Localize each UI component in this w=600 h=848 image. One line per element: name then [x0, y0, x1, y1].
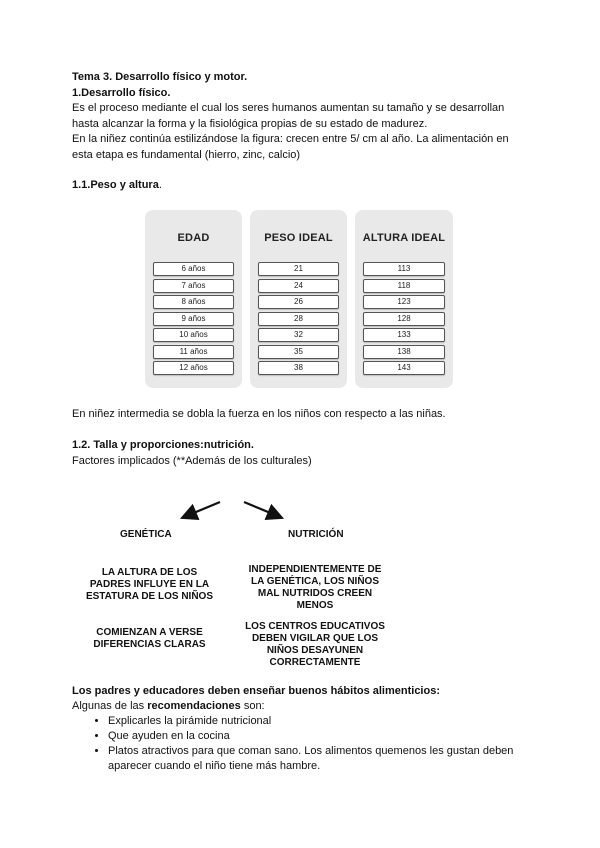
genetics-title: GENÉTICA — [120, 529, 172, 540]
nutrition-box-1-line: INDEPENDIENTEMENTE DE — [248, 564, 382, 575]
weight-cell: 24 — [258, 279, 339, 293]
age-cell: 10 años — [153, 328, 234, 342]
age-cell: 9 años — [153, 312, 234, 326]
genetics-box-1-line: LA ALTURA DE LOS — [101, 567, 198, 578]
genetics-box-1-line: ESTATURA DE LOS NIÑOS — [85, 591, 214, 602]
genetics-box-1-line: PADRES INFLUYE EN LA — [89, 579, 210, 590]
nutrition-box-1-line: MAL NUTRIDOS CREEN — [257, 588, 373, 599]
weight-cell: 32 — [258, 328, 339, 342]
strength-note: En niñez intermedia se dobla la fuerza en los niños con respecto a las niñas. — [72, 408, 446, 420]
weight-cell: 26 — [258, 295, 339, 309]
section11-heading — [72, 178, 532, 194]
habits-intro-bold: recomendaciones — [147, 700, 241, 712]
age-cell: 11 años — [153, 345, 234, 359]
nutrition-box-2 — [240, 621, 390, 669]
habits-intro-suffix: son: — [240, 700, 265, 712]
height-cell: 118 — [363, 279, 445, 293]
height-cell: 138 — [363, 345, 445, 359]
age-header: EDAD — [177, 232, 210, 244]
height-cell: 143 — [363, 361, 445, 375]
height-cell: 113 — [363, 262, 445, 276]
genetics-box-2 — [72, 627, 227, 651]
weight-cell: 28 — [258, 312, 339, 326]
arrow-right — [244, 502, 280, 517]
nutrition-title: NUTRICIÓN — [288, 529, 344, 540]
height-column — [355, 210, 453, 388]
topic-heading: Tema 3. Desarrollo físico y motor. — [72, 71, 248, 83]
habits-intro — [72, 699, 532, 714]
genetics-box-1 — [72, 567, 227, 603]
age-cell: 7 años — [153, 279, 234, 293]
childhood-paragraph: En la niñez continúa estilizándose la figura: crecen entre 5/ cm al año. La alimentación en esta etapa es fundamental (hierro, zinc, calcio) — [72, 133, 509, 161]
section12 — [72, 438, 532, 469]
section11-title: 1.1.Peso y altura — [72, 179, 159, 191]
section11-title-suffix: . — [158, 179, 162, 191]
nutrition-box-1-line: LA GENÉTICA, LOS NIÑOS — [251, 576, 379, 587]
nutrition-box-2-line: LOS CENTROS EDUCATIVOS — [245, 621, 385, 632]
weight-column — [250, 210, 347, 388]
weight-header: PESO IDEAL — [264, 232, 333, 244]
section1-heading: 1.Desarrollo físico. — [72, 86, 171, 99]
height-cell: 123 — [363, 295, 445, 309]
height-cell: 133 — [363, 328, 445, 342]
weight-cell: 38 — [258, 361, 339, 375]
intro-paragraph: Es el proceso mediante el cual los seres humanos aumentan su tamaño y se desarrollan hasta alcanzar la forma y la fisiológica propias de su estado de madurez. — [72, 102, 505, 130]
genetics-box-2-line: DIFERENCIAS CLARAS — [93, 639, 206, 650]
nutrition-diagram — [72, 495, 472, 680]
growth-table-image — [145, 210, 453, 388]
list-item: • Platos atractivos para que coman sano. Los alimentos quemenos les gustan deben aparecer cuando el niño tiene más hambre. — [108, 744, 532, 774]
age-cell: 6 años — [153, 262, 234, 276]
nutrition-box-2-line: NIÑOS DESAYUNEN — [266, 645, 364, 656]
section12-heading: 1.2. Talla y proporciones:nutrición. — [72, 439, 254, 451]
list-item: • Que ayuden en la cocina — [108, 729, 532, 744]
habits-intro-prefix: Algunas de las — [72, 700, 148, 712]
list-item: • Explicarles la pirámide nutricional — [108, 714, 532, 729]
habits-heading: Los padres y educadores deben enseñar buenos hábitos alimenticios: — [72, 685, 440, 697]
nutrition-box-1 — [240, 564, 390, 612]
age-cell: 8 años — [153, 295, 234, 309]
arrow-left — [184, 502, 220, 517]
height-header: ALTURA IDEAL — [362, 232, 446, 244]
nutrition-box-2-line: DEBEN VIGILAR QUE LOS — [251, 633, 379, 644]
weight-cell: 35 — [258, 345, 339, 359]
factors-line: Factores implicados (**Además de los culturales) — [72, 454, 312, 467]
nutrition-box-1-line: MENOS — [296, 600, 334, 611]
weight-cell: 21 — [258, 262, 339, 276]
genetics-box-2-line: COMIENZAN A VERSE — [96, 627, 203, 638]
height-cell: 128 — [363, 312, 445, 326]
recommendations-list — [72, 714, 532, 774]
nutrition-box-2-line: CORRECTAMENTE — [269, 657, 361, 668]
age-column — [145, 210, 242, 388]
age-cell: 12 años — [153, 361, 234, 375]
habits-section — [72, 684, 532, 774]
document-body — [72, 70, 532, 194]
